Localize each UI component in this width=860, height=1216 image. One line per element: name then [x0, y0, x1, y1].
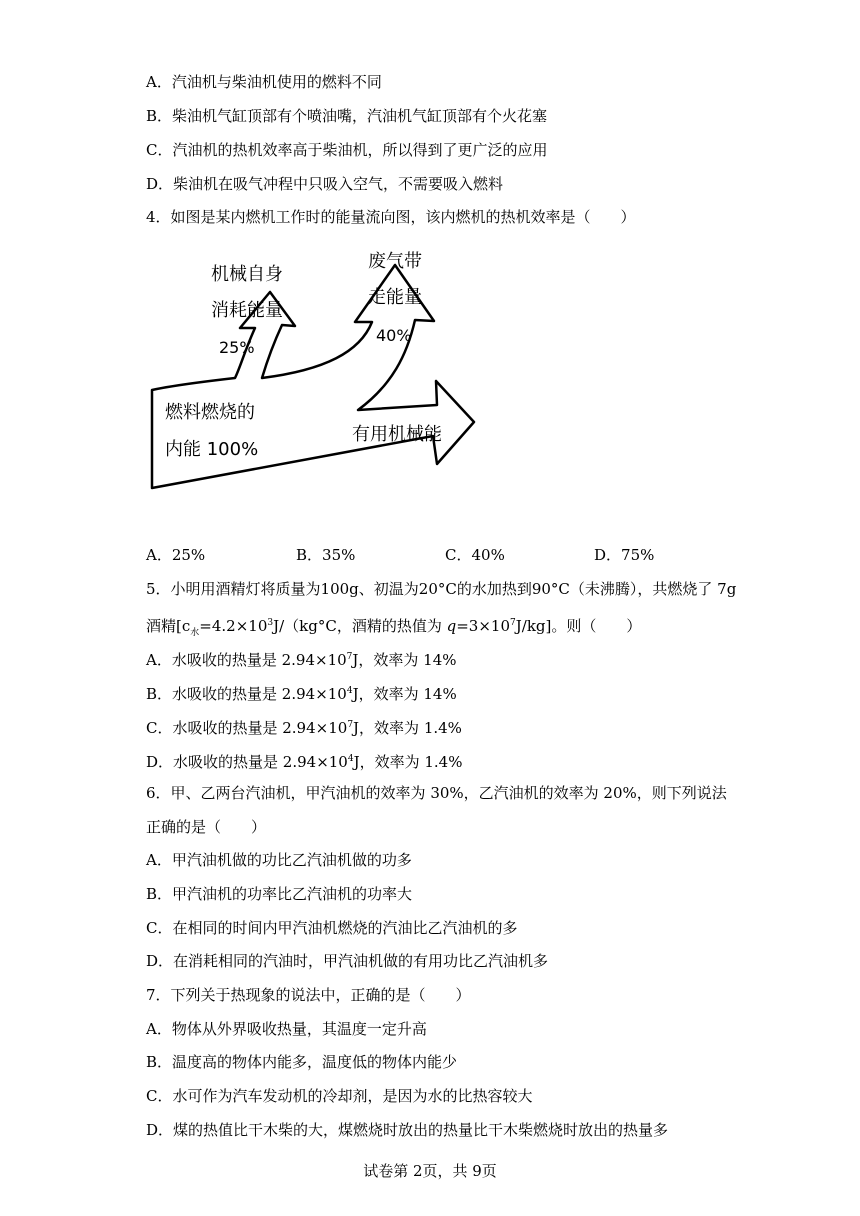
q3-option-b: B．柴油机气缸顶部有个喷油嘴，汽油机气缸顶部有个火花塞 [146, 107, 548, 125]
q4-stem: 4．如图是某内燃机工作时的能量流向图，该内燃机的热机效率是（ ） [146, 208, 636, 226]
q5-stem-mid: =4.2×10 [199, 617, 268, 635]
q4-option-a: A．25% [146, 546, 206, 564]
q6-option-b: B．甲汽油机的功率比乙汽油机的功率大 [146, 885, 413, 903]
q7-stem: 7．下列关于热现象的说法中，正确的是（ ） [146, 986, 471, 1004]
q5-option-b: B．水吸收的热量是 $2.94\times 10^4J$，效率为 14% [146, 685, 457, 703]
q5-option-d: D．水吸收的热量是 $2.94\times 10^4J$，效率为 1.4% [146, 753, 463, 771]
q5-option-c: C．水吸收的热量是 $2.94\times 10^7J$，效率为 1.4% [146, 719, 462, 737]
q5-stem-q: q [446, 617, 457, 635]
input-label-line2: 内能 100% [165, 439, 259, 460]
q6-option-d: D．在消耗相同的汽油时，甲汽油机做的有用功比乙汽油机多 [146, 952, 549, 970]
q5-stem-end: J/kg]。则（ ） [515, 617, 642, 635]
q4-option-b: B．35% [296, 546, 356, 564]
loss1-label-line1: 机械自身 [211, 264, 283, 285]
q6-stem-line1: 6．甲、乙两台汽油机，甲汽油机的效率为 30%，乙汽油机的效率为 20%，则下列说法 [146, 784, 727, 802]
q7-option-c: C．水可作为汽车发动机的冷却剂，是因为水的比热容较大 [146, 1087, 533, 1105]
q4-option-c: C．40% [445, 546, 505, 564]
q6-stem-line2: 正确的是（ ） [146, 818, 267, 836]
q5-stem-subscript: 水 [190, 628, 200, 638]
loss1-percent: 25% [219, 338, 255, 357]
q5-stem-exponent2: 7 [510, 618, 516, 628]
q5-option-a: A．水吸收的热量是 $2.94\times 10^7J$，效率为 14% [146, 651, 457, 669]
q5-stem-exponent: 3 [267, 618, 274, 628]
q5-stem-line2 [146, 613, 641, 643]
q3-option-c: C．汽油机的热机效率高于柴油机，所以得到了更广泛的应用 [146, 141, 548, 159]
loss1-label-line2: 消耗能量 [211, 300, 283, 321]
output-label: 有用机械能 [352, 424, 442, 445]
loss2-label-line1: 废气带 [368, 251, 422, 272]
q7-option-d: D．煤的热值比干木柴的大，煤燃烧时放出的热量比干木柴燃烧时放出的热量多 [146, 1121, 669, 1139]
q6-option-c: C．在相同的时间内甲汽油机燃烧的汽油比乙汽油机的多 [146, 919, 518, 937]
q4-option-d: D．75% [594, 546, 655, 564]
q3-option-a: A．汽油机与柴油机使用的燃料不同 [146, 73, 382, 91]
loss2-percent: 40% [376, 326, 412, 345]
q5-stem-rest2: =3×10 [456, 617, 511, 635]
q5-stem-rest1: J/（kg°C，酒精的热值为 [273, 617, 447, 635]
input-label-line1: 燃料燃烧的 [165, 402, 255, 423]
q6-option-a: A．甲汽油机做的功比乙汽油机做的功多 [146, 851, 412, 869]
q3-option-d: D．柴油机在吸气冲程中只吸入空气，不需要吸入燃料 [146, 175, 504, 193]
loss2-label-line2: 走能量 [368, 287, 422, 308]
page-footer: 试卷第 2页，共 9页 [363, 1162, 497, 1180]
q7-option-b: B．温度高的物体内能多，温度低的物体内能少 [146, 1053, 458, 1071]
q7-option-a: A．物体从外界吸收热量，其温度一定升高 [146, 1020, 427, 1038]
q5-stem-prefix: 酒精[c [146, 617, 191, 635]
q5-stem-line1: 5．小明用酒精灯将质量为100g、初温为20°C的水加热到90°C（未沸腾），共燃烧了 7g [146, 580, 737, 598]
energy-flow-diagram [0, 240, 860, 540]
